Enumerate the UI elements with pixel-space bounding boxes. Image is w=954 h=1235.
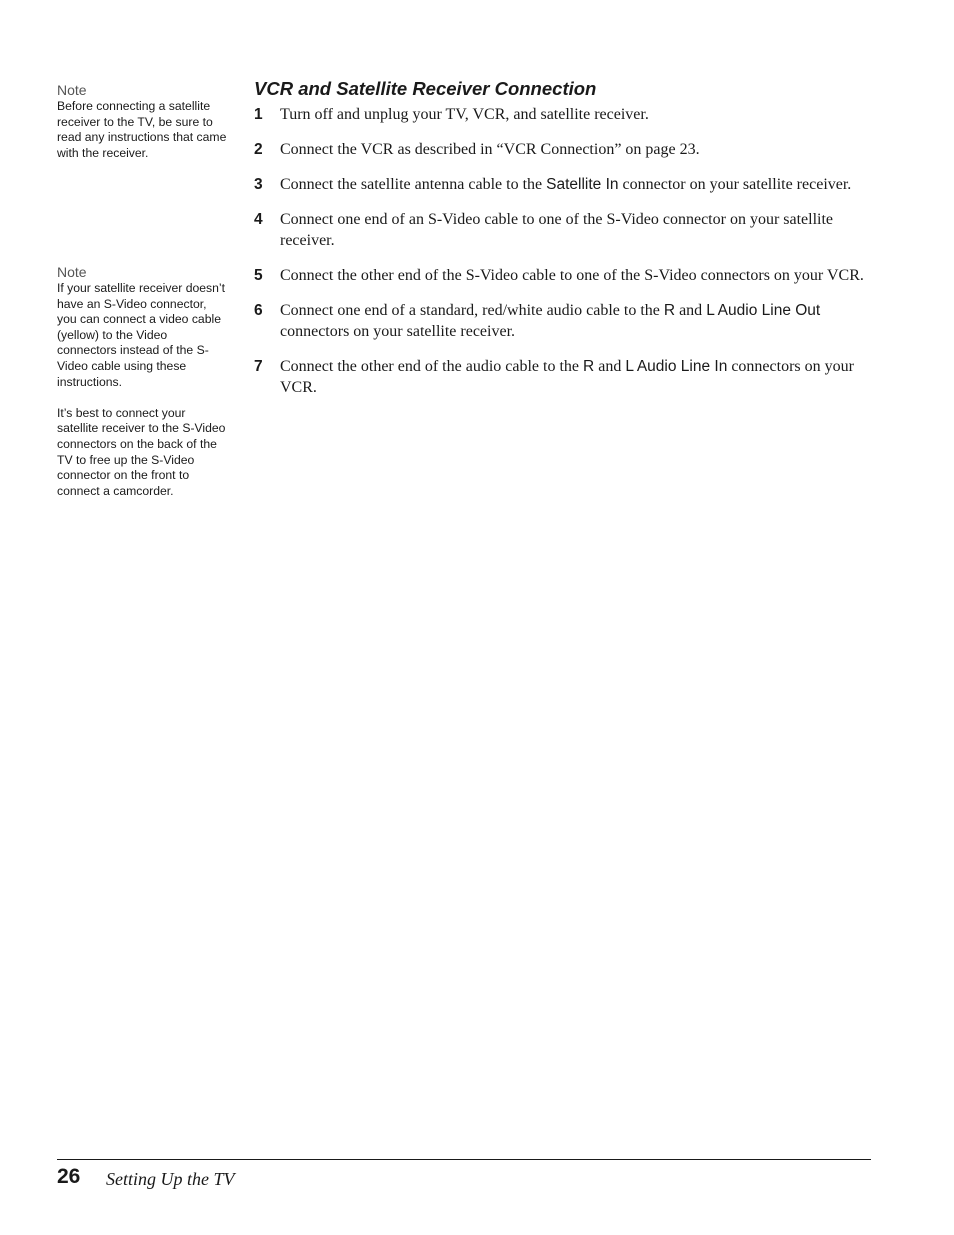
step-item (254, 265, 874, 286)
step-text: Connect the other end of the audio cable to the R and L Audio Line In connectors on your VCR. (280, 358, 854, 396)
connector-label: L Audio Line Out (706, 302, 821, 319)
step-number: 6 (254, 302, 263, 319)
note-label: Note (57, 264, 87, 280)
step-text: Turn off and unplug your TV, VCR, and satellite receiver. (280, 106, 649, 123)
step-item (254, 209, 874, 251)
step-item (254, 174, 874, 195)
step-number: 5 (254, 267, 263, 284)
step-text: Connect the satellite antenna cable to the Satellite In connector on your satellite receiver. (280, 176, 852, 193)
note-text: Before connecting a satellite receiver to the TV, be sure to read any instructions that came with the receiver. (57, 99, 227, 160)
footer-divider (57, 1159, 871, 1160)
step-item (254, 300, 874, 342)
step-number: 1 (254, 106, 263, 123)
step-number: 4 (254, 211, 263, 228)
connector-label: R (583, 358, 595, 375)
step-item (254, 356, 874, 398)
step-number: 3 (254, 176, 263, 193)
steps-list (254, 104, 874, 398)
step-text: Connect one end of a standard, red/white audio cable to the R and L Audio Line Out connectors on your satellite receiver. (280, 302, 821, 340)
section-title: VCR and Satellite Receiver Connection (254, 78, 597, 99)
connector-label: R (663, 302, 676, 319)
sidebar-note-svideo (57, 264, 227, 499)
step-item (254, 104, 874, 125)
main-content (254, 78, 874, 412)
step-number: 7 (254, 358, 263, 375)
connector-label: L Audio Line In (625, 358, 728, 375)
step-text: Connect one end of an S-Video cable to one of the S-Video connector on your satellite receiver. (280, 211, 834, 249)
step-text: Connect the other end of the S-Video cable to one of the S-Video connectors on your VCR. (280, 267, 864, 284)
note-text: It’s best to connect your satellite receiver to the S-Video connectors on the back of the TV to free up the S-Video connector on the front to connect a camcorder. (57, 405, 226, 498)
note-text: If your satellite receiver doesn’t have an S-Video connector, you can connect a video cable (yellow) to the Video connectors instead of the S-Video cable using these instructions. (57, 281, 225, 389)
running-title: Setting Up the TV (106, 1169, 235, 1189)
connector-label: Satellite In (546, 176, 619, 193)
page-number: 26 (57, 1165, 81, 1188)
note-label: Note (57, 82, 87, 98)
step-text: Connect the VCR as described in “VCR Connection” on page 23. (280, 141, 700, 158)
step-item (254, 139, 874, 160)
step-number: 2 (254, 141, 263, 158)
sidebar-note-satellite (57, 82, 227, 161)
